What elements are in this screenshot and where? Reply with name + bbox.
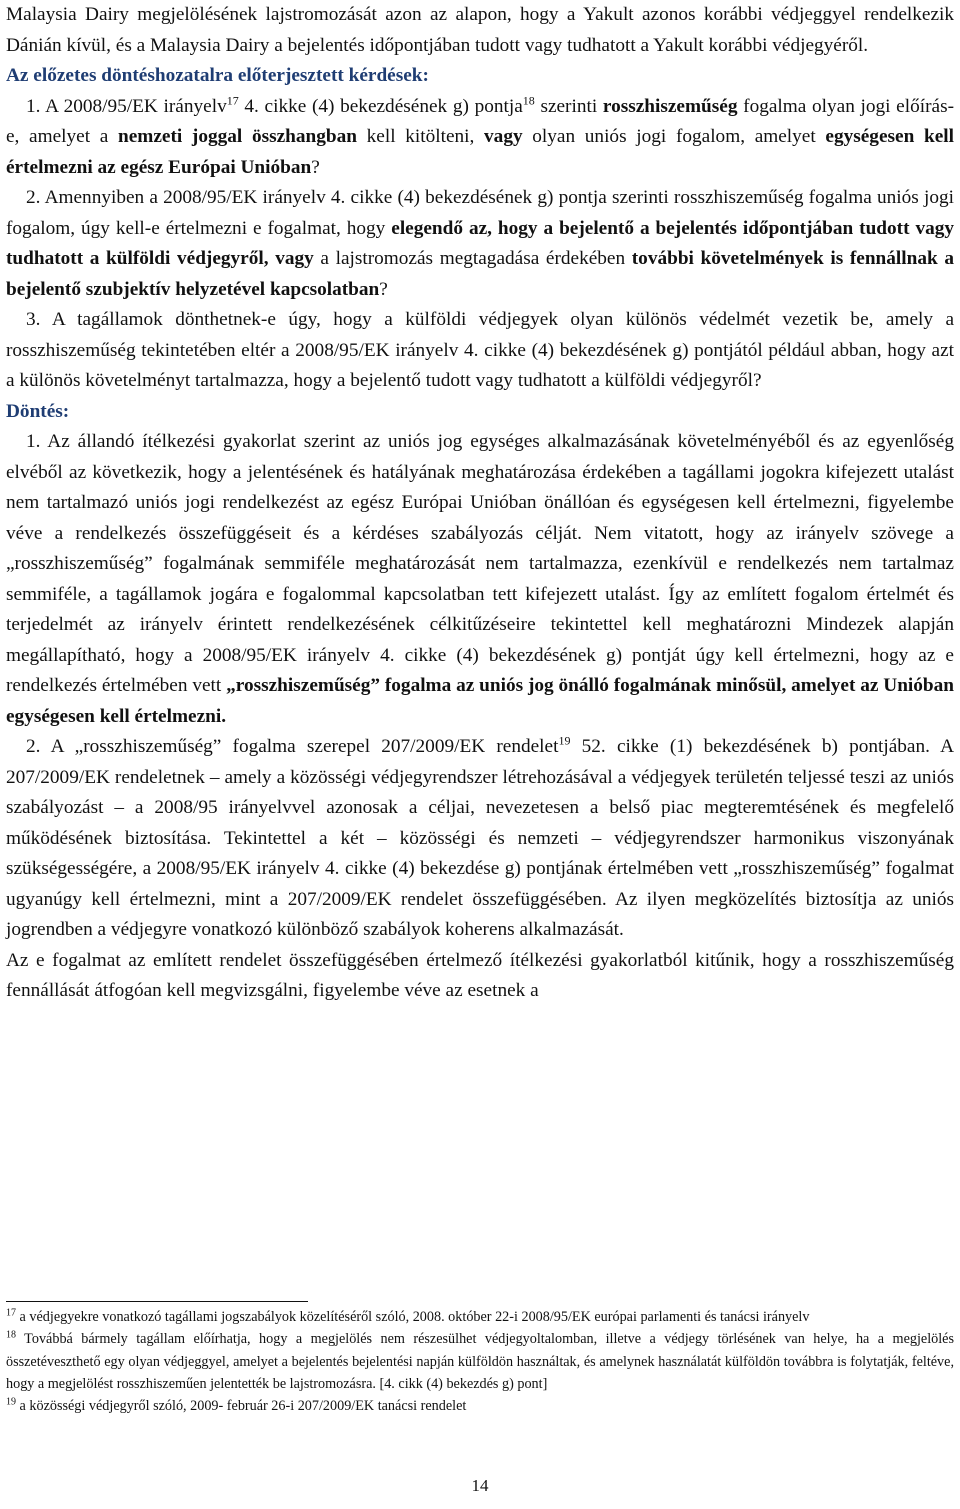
question-1-emphasis: egységesen kell értelmezni az egész Európai Unióban: [6, 126, 954, 178]
footnote-18: [6, 1328, 954, 1395]
footnote-separator: [6, 1301, 308, 1302]
question-1-emphasis: rosszhiszeműség: [602, 95, 738, 117]
decision-2-text: 52. cikke (1) bekezdésének b) pontjában. A 207/2009/EK rendeletnek – amely a közösségi védjegyrendszer létrehozásával a védjegyek területén teljessé teszi az uniós szabályozást – a 2008/95 irányelvvel azonosak a céljai, nevezetesen a belső piac megteremtésének és megfelelő működésének biztosítása. Tekintettel a két – közösségi és nemzeti – védjegyrendszer harmonikus viszonyának szükségességére, a 2008/95/EK irányelv 4. cikke (4) bekezdése g) pontjának értelmében vett „rosszhiszeműség” fogalmat ugyanúgy kell értelmezni, mint a 207/2009/EK rendelet összefüggésében. Az ilyen megközelítés biztosítja az uniós jogrendben a védjegyre vonatkozó különböző szabályok koherens alkalmazását.: [6, 736, 954, 940]
footnote-ref-18: 18: [522, 93, 535, 108]
decision-1-emphasis: „rosszhiszeműség” fogalma az uniós jog önálló fogalmának minősül, amelyet az Unióban egységesen kell értelmezni.: [6, 675, 954, 727]
question-3: 3. A tagállamok dönthetnek-e úgy, hogy a külföldi védjegyek olyan különös védelmét vezetik be, amely a rosszhiszeműség tekintetében eltér a 2008/95/EK irányelv 4. cikke (4) bekezdésének g) pontjától például abban, hogy azt a különös követelményt tartalmazza, hogy a bejelentő tudott vagy tudhatott a külföldi védjegyről?: [6, 309, 954, 391]
question-1-text: fogalma olyan jogi előírás-e, amelyet a: [6, 95, 954, 147]
question-1-text: 4. cikke (4) bekezdésének g) pontja: [238, 95, 523, 117]
footnotes: [6, 1306, 954, 1417]
question-2-text: 2. Amennyiben a 2008/95/EK irányelv 4. cikke (4) bekezdésének g) pontja szerinti rosszhiszeműség fogalma uniós jogi fogalom, úgy kell-e értelmezni e fogalmat, hogy: [6, 187, 954, 239]
footnote-ref-17: 17: [226, 93, 239, 108]
footnote-number: 17: [6, 1307, 16, 1319]
question-1-emphasis: nemzeti joggal összhangban: [118, 126, 357, 147]
footnote-text: a közösségi védjegyről szóló, 2009- február 26-i 207/2009/EK tanácsi rendelet: [16, 1398, 467, 1415]
decision-1-text: 1. Az állandó ítélkezési gyakorlat szerint az uniós jog egységes alkalmazásának követelményéből és az egyenlőség elvéből az következik, hogy a jelentésének és hatályának meghatározása érdekében a tagállami jogokra kifejezett utalást nem tartalmazó uniós jogi rendelkezést az egész Európai Unióban önállóan és egységesen kell értelmezni, figyelembe véve a rendelkezés összefüggéseit és a kérdéses szabályozás célját. Nem vitatott, hogy az irányelv szövege a „rosszhiszeműség” fogalmának semmiféle meghatározását nem tartalmazza, ezenkívül e rendelkezés nem tartalmaz semmiféle, a tagállamok jogára e fogalommal kapcsolatban tett kifejezett utalást. Így az említett fogalom értelmét és terjedelmét az irányelv érintett rendelkezésének célkitűzéseire tekintettel kell meghatározni Mindezek alapján megállapítható, hogy a 2008/95/EK irányelv 4. cikke (4) bekezdésének g) pontját úgy kell értelmezni, hogy az e rendelkezés értelmében vett: [6, 431, 954, 696]
question-1-text: kell kitölteni,: [356, 126, 485, 147]
footnote-number: 19: [6, 1396, 16, 1408]
question-2: [6, 183, 954, 305]
questions-heading: Az előzetes döntéshozatalra előterjesztett kérdések:: [6, 65, 429, 86]
decision-point-1: [6, 427, 954, 732]
question-2-emphasis: további követelmények is fennállnak a bejelentő szubjektív helyzetével kapcsolatban: [6, 248, 954, 300]
question-2-text: a lajstromozás megtagadása érdekében: [313, 248, 632, 269]
footnote-17: [6, 1306, 954, 1328]
question-1-text: szerinti: [534, 95, 603, 117]
page-number: 14: [471, 1476, 489, 1495]
decision-point-2: [6, 732, 954, 946]
question-1: [6, 92, 954, 184]
question-2-emphasis: elegendő az, hogy a bejelentő a bejelentés időpontjában tudott vagy tudhatott a külföldi védjegyről, vagy: [6, 217, 955, 269]
question-1-emphasis: vagy: [484, 126, 523, 147]
decision-2-text: 2. A „rosszhiszeműség” fogalma szerepel 207/2009/EK rendelet: [26, 736, 559, 757]
footnote-ref-19: 19: [558, 733, 571, 748]
decision-point-3: Az e fogalmat az említett rendelet összefüggésében értelmező ítélkezési gyakorlatból kitűnik, hogy a rosszhiszeműség fennállását átfogóan kell megvizsgálni, figyelembe véve az esetnek a: [6, 949, 954, 1001]
question-1-text: ?: [311, 156, 320, 178]
question-2-text: ?: [379, 278, 388, 300]
intro-paragraph: Malaysia Dairy megjelölésének lajstromozását azon az alapon, hogy a Yakult azonos korábbi védjeggyel rendelkezik Dánián kívül, és a Malaysia Dairy a bejelentés időpontjában tudott vagy tudhatott a Yakult korábbi védjegyéről.: [6, 4, 954, 56]
footnote-19: [6, 1395, 954, 1417]
decision-heading: Döntés:: [6, 400, 70, 422]
footnote-text: a védjegyekre vonatkozó tagállami jogszabályok közelítéséről szóló, 2008. október 22-i 2008/95/EK európai parlamenti és tanácsi irányelv: [16, 1309, 810, 1325]
question-1-text: 1. A 2008/95/EK irányelv: [26, 95, 227, 117]
footnote-text: Továbbá bármely tagállam előírhatja, hogy a megjelölés nem részesülhet védjegyoltalomban, illetve a védjegy törlésének van helye, ha a megjelölés összetéveszthető egy olyan védjeggyel, amelyet a bejelentés bejelentési napján külföldön használtak, és amelynek használatát külföldön továbbra is folytatják, feltéve, hogy a megjelölést rosszhiszeműen jelentették be lajstromozásra. [4. cikk (4) bekezdés g) pont]: [6, 1331, 954, 1392]
footnote-number: 18: [6, 1329, 16, 1341]
question-1-text: olyan uniós jogi fogalom, amelyet: [522, 126, 826, 147]
document-body: [6, 0, 954, 1007]
